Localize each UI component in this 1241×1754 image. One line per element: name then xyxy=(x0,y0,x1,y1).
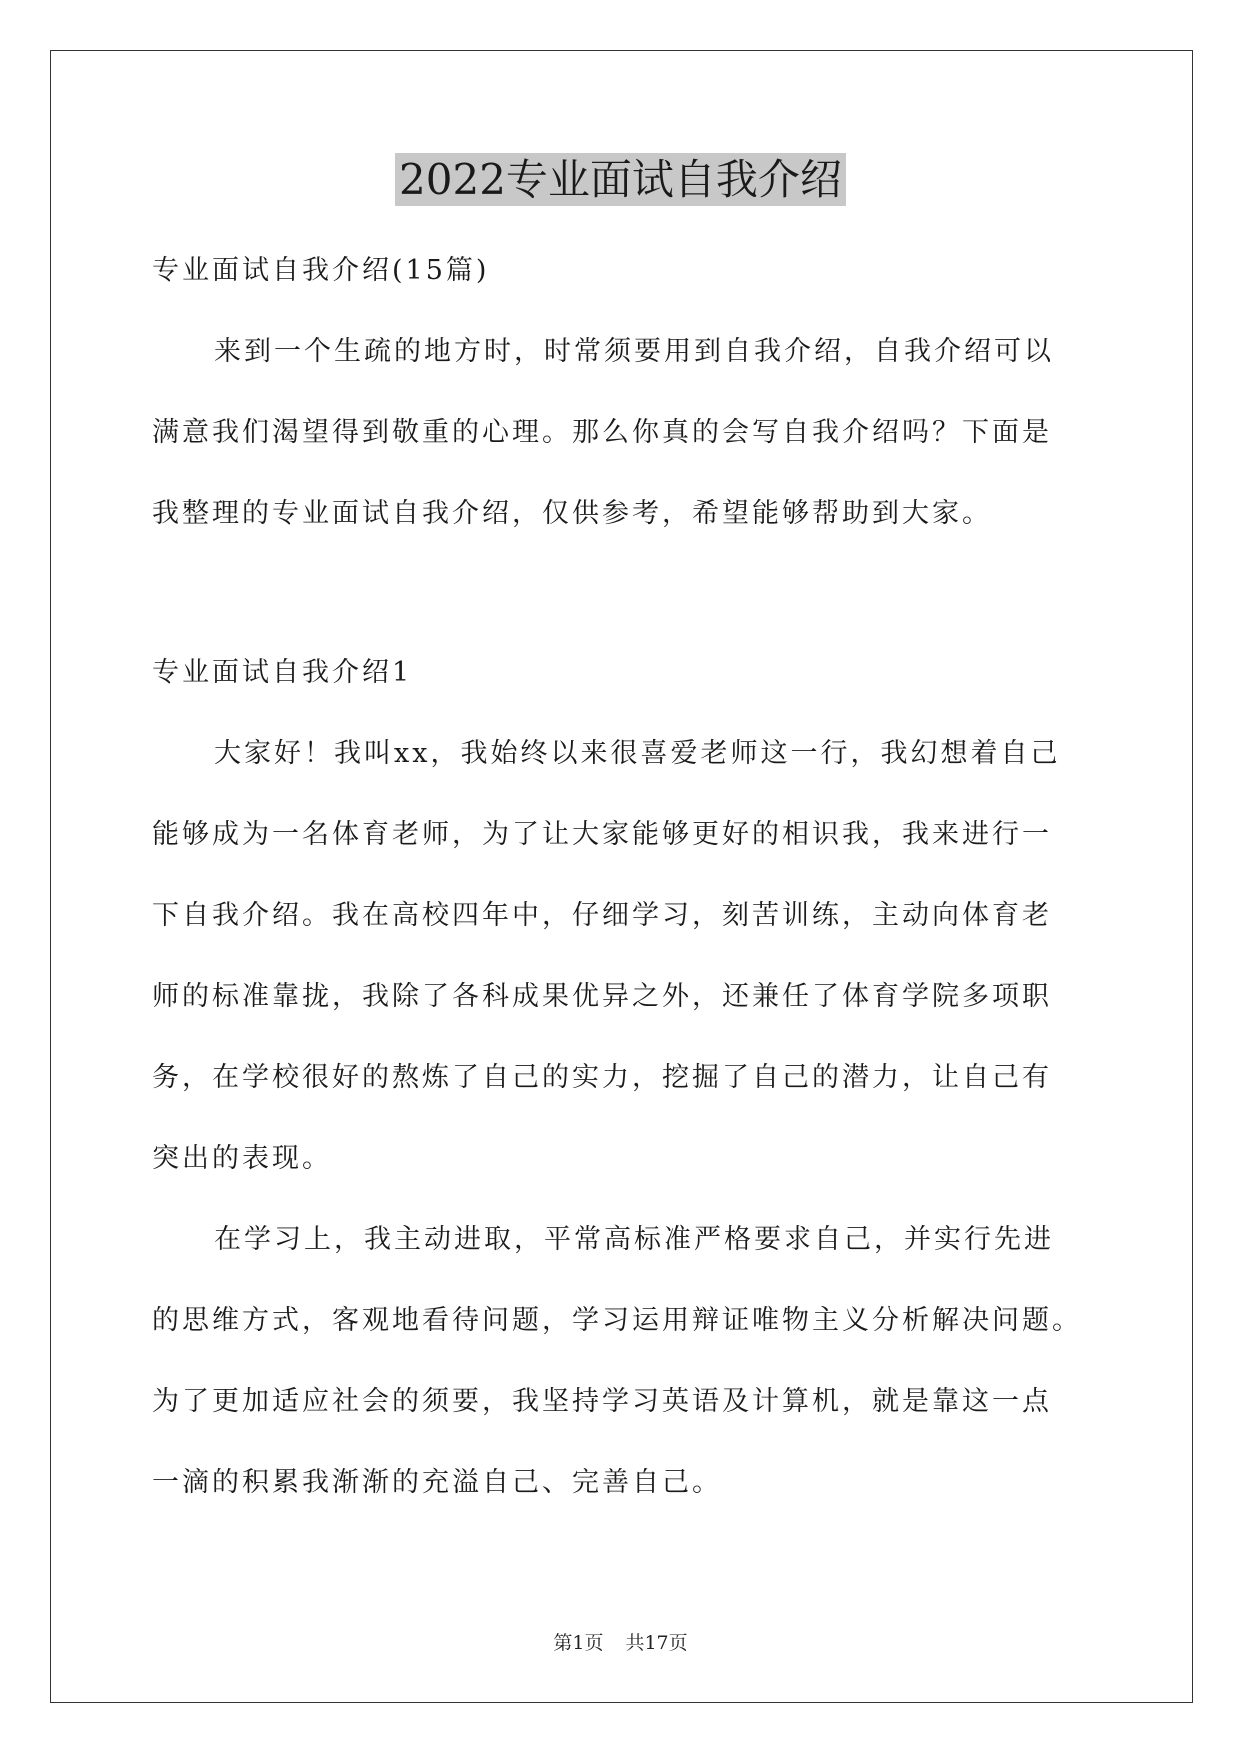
paragraph-line: 一滴的积累我渐渐的充溢自己、完善自己。 xyxy=(152,1467,722,1498)
page-number: 第1页 xyxy=(553,1632,604,1654)
paragraph-line: 为了更加适应社会的须要，我坚持学习英语及计算机，就是靠这一点 xyxy=(152,1386,1052,1417)
page-footer xyxy=(0,1628,1241,1655)
paragraph-line: 务，在学校很好的熬炼了自己的实力，挖掘了自己的潜力，让自己有 xyxy=(152,1062,1052,1093)
paragraph-gap xyxy=(152,554,1092,632)
paragraph-line: 大家好！我叫xx，我始终以来很喜爱老师这一行，我幻想着自己 xyxy=(214,738,1061,769)
document-title-text: 2022专业面试自我介绍 xyxy=(395,153,846,206)
paragraph-line: 在学习上，我主动进取，平常高标准严格要求自己，并实行先进 xyxy=(214,1224,1054,1255)
paragraph-line: 突出的表现。 xyxy=(152,1143,332,1174)
subtitle: 专业面试自我介绍(15篇) xyxy=(152,255,490,286)
paragraph-line: 的思维方式，客观地看待问题，学习运用辩证唯物主义分析解决问题。 xyxy=(152,1305,1082,1336)
paragraph-line: 下自我介绍。我在高校四年中，仔细学习，刻苦训练，主动向体育老 xyxy=(152,900,1052,931)
intro-line: 满意我们渴望得到敬重的心理。那么你真的会写自我介绍吗？下面是 xyxy=(152,417,1052,448)
document-title xyxy=(0,150,1241,210)
intro-line: 来到一个生疏的地方时，时常须要用到自我介绍，自我介绍可以 xyxy=(214,336,1054,367)
document-body xyxy=(152,230,1092,1523)
paragraph-line: 能够成为一名体育老师，为了让大家能够更好的相识我，我来进行一 xyxy=(152,819,1052,850)
intro-line: 我整理的专业面试自我介绍，仅供参考，希望能够帮助到大家。 xyxy=(152,498,992,529)
section-heading: 专业面试自我介绍1 xyxy=(152,657,413,688)
paragraph-line: 师的标准靠拢，我除了各科成果优异之外，还兼任了体育学院多项职 xyxy=(152,981,1052,1012)
page-total: 共17页 xyxy=(625,1632,688,1654)
